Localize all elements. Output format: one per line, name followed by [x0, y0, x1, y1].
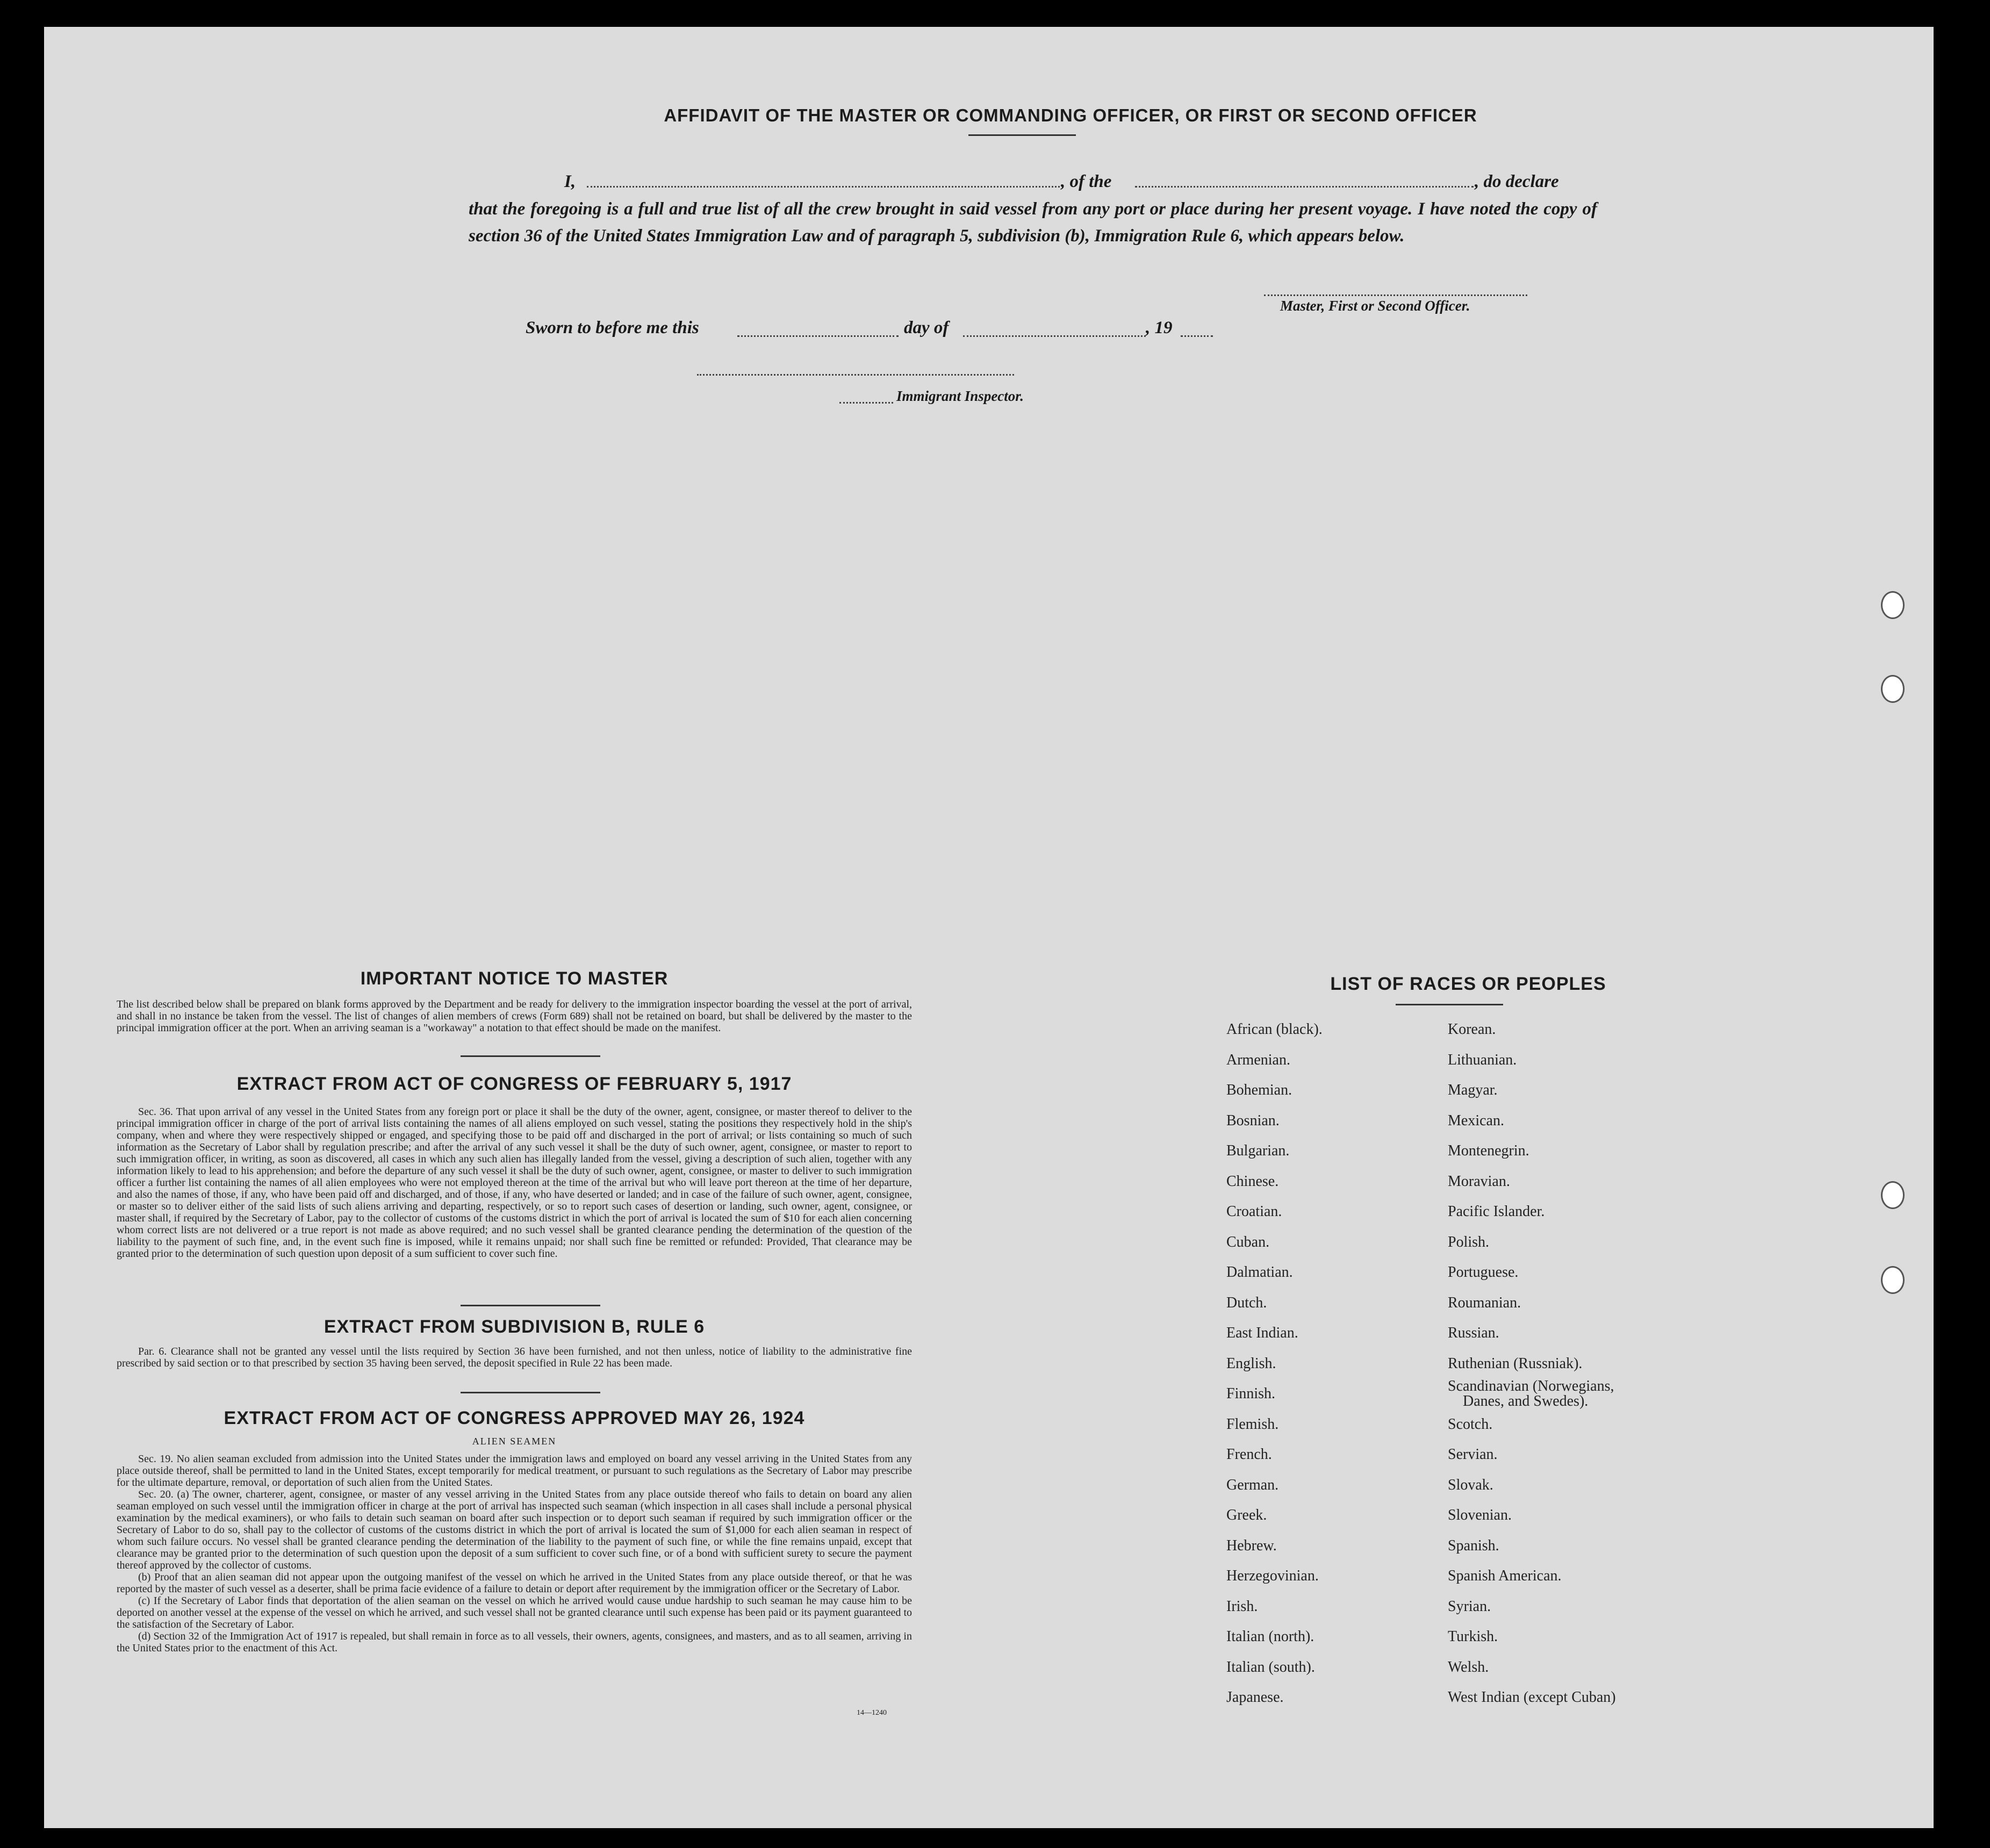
- alien-seamen-subtitle: ALIEN SEAMEN: [472, 1436, 557, 1447]
- signature-caption: Master, First or Second Officer.: [1280, 298, 1470, 314]
- race-item: Bosnian.: [1226, 1112, 1280, 1129]
- races-title-rule: [1396, 1004, 1503, 1005]
- race-item: Croatian.: [1226, 1203, 1282, 1220]
- year-text: , 19: [1146, 318, 1173, 337]
- binder-hole: [1881, 591, 1905, 619]
- extract-rule6-paragraph: Par. 6. Clearance shall not be granted any vessel until the lists required by Section 36 have been furnished, and not then unless, notice of liability to the administrative fine prescribed by said section or to that prescribed by section 35 having been served, the deposit specified in Rule 22 has been made.: [117, 1346, 912, 1369]
- race-item: Spanish American.: [1448, 1567, 1562, 1584]
- binder-hole: [1881, 1266, 1905, 1294]
- races-title: LIST OF RACES OR PEOPLES: [1330, 974, 1606, 994]
- race-item: Slovak.: [1448, 1476, 1493, 1493]
- race-item: Japanese.: [1226, 1689, 1284, 1706]
- race-item: Lithuanian.: [1448, 1051, 1517, 1068]
- race-item: Mexican.: [1448, 1112, 1504, 1129]
- extract-1917-text: [117, 1106, 912, 1260]
- affidavit-title-rule: [968, 134, 1076, 136]
- sworn-text: Sworn to before me this: [526, 318, 699, 337]
- race-item: Dalmatian.: [1226, 1264, 1293, 1281]
- race-item: Turkish.: [1448, 1628, 1498, 1645]
- binder-hole: [1881, 1181, 1905, 1209]
- notice-title: IMPORTANT NOTICE TO MASTER: [360, 968, 669, 989]
- race-item: Spanish.: [1448, 1537, 1499, 1554]
- race-item: African (black).: [1226, 1021, 1323, 1038]
- race-item: Bohemian.: [1226, 1082, 1292, 1098]
- affidavit-do-declare: , do declare: [1475, 172, 1559, 191]
- race-item: West Indian (except Cuban): [1448, 1689, 1616, 1706]
- document-page: [44, 27, 1934, 1828]
- race-item: Chinese.: [1226, 1173, 1279, 1190]
- race-item: East Indian.: [1226, 1325, 1298, 1341]
- race-item: Flemish.: [1226, 1415, 1279, 1433]
- race-item: English.: [1226, 1355, 1276, 1372]
- races-right-column: [1448, 1015, 1616, 1713]
- race-item: Ruthenian (Russniak).: [1448, 1355, 1583, 1372]
- binder-hole: [1881, 675, 1905, 703]
- year-blank[interactable]: [1181, 335, 1213, 337]
- race-item: Moravian.: [1448, 1173, 1510, 1190]
- notice-text: The list described below shall be prepared on blank forms approved by the Department and be ready for delivery to the immigration inspector boarding the vessel at the port of arrival, and shall in no instance be taken from the vessel. The list of changes of alien members of crews (Form 689) shall not be retained on board, but shall be delivered by the master to the principal immigration officer at the port. When an arriving seaman is a "workaway" a notation to that effect should be made on the manifest.: [117, 998, 912, 1034]
- inspector-prefix-blank: [839, 402, 893, 404]
- extract-rule6-text: [117, 1346, 912, 1369]
- extract-rule6-title: EXTRACT FROM SUBDIVISION B, RULE 6: [324, 1317, 705, 1337]
- race-item: Hebrew.: [1226, 1537, 1277, 1554]
- notice-rule: [461, 1055, 600, 1057]
- extract-1917-paragraph: Sec. 36. That upon arrival of any vessel in the United States from any foreign port or place it shall be the duty of the owner, agent, consignee, or master thereof to deliver to the principal immigration officer in charge of the port of arrival lists containing the names of all aliens employed on such vessel, stating the positions they respectively hold in the ship's company, when and where they were respectively shipped or engaged, and specifying those to be paid off and discharged in the port of arrival; or lists containing so much of such information as the Secretary of Labor shall by regulation prescribe; and after the arrival of any such vessel it shall be the duty of such owner, agent, consignee, or master to report to such immigration officer, in writing, as soon as discovered, all cases in which any such alien has illegally landed from the vessel, giving a description of such alien, together with any information likely to lead to his apprehension; and before the departure of any such vessel it shall be the duty of such owner, agent, consignee, or master to deliver to such immigration officer a further list containing the names of all alien employees who were not employed thereon at the time of the arrival but who will leave port thereon at the time of her departure, and also the names of those, if any, who have been paid off and discharged, and of those, if any, who have deserted or landed; and in case of the failure of such owner, agent, consignee, or master so to deliver either of the said lists of such aliens arriving and departing, respectively, or so to report such cases of desertion or landing, such owner, agent, consignee, or master shall, if required by the Secretary of Labor, pay to the collector of customs of the customs district in which the port of arrival is located the sum of $10 for each alien concerning whom correct lists are not delivered or a true report is not made as above required; and no such vessel shall be granted clearance pending the determination of the question of the liability to the payment of such fine, and, in the event such fine is imposed, while it remains unpaid; nor shall such fine be remitted or refunded: Provided, That clearance may be granted prior to the determination of such question upon deposit of a sum sufficient to cover such fine.: [117, 1106, 912, 1260]
- race-item: Portuguese.: [1448, 1264, 1519, 1281]
- inspector-signature-blank[interactable]: [697, 374, 1014, 376]
- race-item: Montenegrin.: [1448, 1142, 1529, 1159]
- races-left-column: [1226, 1015, 1323, 1713]
- extract-1924-title: EXTRACT FROM ACT OF CONGRESS APPROVED MAY 26, 1924: [224, 1408, 805, 1428]
- race-item: Pacific Islander.: [1448, 1203, 1545, 1220]
- race-item: Roumanian.: [1448, 1294, 1521, 1311]
- race-item: Italian (north).: [1226, 1628, 1314, 1645]
- sec-20c-paragraph: (c) If the Secretary of Labor finds that deportation of the alien seaman on the vessel on which he arrived would cause undue hardship to such seaman he may cause him to be deported on another vessel at the expense of the vessel on which he arrived, and such vessel shall not be granted clearance until such expense has been paid or its payment guaranteed to the satisfaction of the Secretary of Labor.: [117, 1595, 912, 1630]
- race-item: Armenian.: [1226, 1051, 1290, 1068]
- race-item: Slovenian.: [1448, 1507, 1512, 1523]
- signature-blank[interactable]: [1264, 294, 1527, 296]
- race-item: Irish.: [1226, 1598, 1258, 1615]
- race-item: Italian (south).: [1226, 1658, 1315, 1676]
- inspector-caption: Immigrant Inspector.: [896, 388, 1024, 404]
- name-blank[interactable]: [587, 186, 1060, 188]
- race-item: Greek.: [1226, 1507, 1267, 1523]
- race-item: Magyar.: [1448, 1082, 1498, 1098]
- affidavit-i: I,: [564, 172, 576, 191]
- sec-19-paragraph: Sec. 19. No alien seaman excluded from admission into the United States under the immigration laws and employed on board any vessel arriving in the United States from any place outside thereof, shall be permitted to land in the United States, except temporarily for medical treatment, or pursuant to such regulations as the Secretary of Labor may prescribe for the ultimate departure, removal, or deportation of such alien from the United States.: [117, 1453, 912, 1489]
- affidavit-body: that the foregoing is a full and true list of all the crew brought in said vessel from any port or place during her present voyage. I have noted the copy of section 36 of the United States Immigration Law and of paragraph 5, subdivision (b), Immigration Rule 6, which appears below.: [469, 199, 1597, 246]
- sec-20d-paragraph: (d) Section 32 of the Immigration Act of 1917 is repealed, but shall remain in force as to all vessels, their owners, agents, consignees, and masters, and as to all seamen, arriving in the United States prior to the enactment of this Act.: [117, 1630, 912, 1654]
- race-item: Finnish.: [1226, 1385, 1276, 1402]
- race-item: Welsh.: [1448, 1658, 1489, 1676]
- race-item: Bulgarian.: [1226, 1142, 1290, 1159]
- race-item: Cuban.: [1226, 1233, 1270, 1250]
- affidavit-title: AFFIDAVIT OF THE MASTER OR COMMANDING OFFICER, OR FIRST OR SECOND OFFICER: [664, 105, 1477, 125]
- race-item: Scotch.: [1448, 1415, 1493, 1433]
- race-item: Korean.: [1448, 1021, 1496, 1038]
- form-number: 14—1240: [857, 1709, 887, 1717]
- extract-1917-title: EXTRACT FROM ACT OF CONGRESS OF FEBRUARY 5, 1917: [236, 1074, 792, 1094]
- race-item: Herzegovinian.: [1226, 1567, 1319, 1584]
- sworn-date-blank[interactable]: [737, 335, 899, 337]
- race-item: Servian.: [1448, 1446, 1498, 1463]
- day-of-text: day of: [904, 318, 949, 337]
- extract-1917-rule: [461, 1305, 600, 1306]
- extract-rule6-rule: [461, 1392, 600, 1393]
- sec-20a-paragraph: Sec. 20. (a) The owner, charterer, agent, consignee, or master of any vessel arriving in the United States from any place outside thereof who fails to detain on board any alien seaman employed on such vessel until the immigration officer in charge at the port of arrival has inspected such seaman (which inspection in all cases shall include a personal physical examination by the medical examiners), or who fails to detain such seaman on board after such inspection or to deport such seaman if required by such immigration officer or the Secretary of Labor to do so, shall pay to the collector of customs of the customs district in which the port of arrival is located the sum of $1,000 for each alien seaman in respect of whom such failure occurs. No vessel shall be granted clearance pending the determination of the liability to the payment of such fine, or while the fine remains unpaid, except that clearance may be granted prior to the determination of such question upon the deposit of a sum sufficient to cover such fine, or of a bond with sufficient surety to secure the payment thereof approved by the collector of customs.: [117, 1489, 912, 1571]
- race-item: German.: [1226, 1476, 1279, 1493]
- vessel-blank[interactable]: [1135, 186, 1474, 188]
- race-item: Russian.: [1448, 1325, 1499, 1341]
- affidavit-of-the: , of the: [1061, 172, 1112, 191]
- race-item: Polish.: [1448, 1233, 1490, 1250]
- race-item: Scandinavian (Norwegians, Danes, and Swedes).: [1448, 1378, 1614, 1410]
- race-item: Dutch.: [1226, 1294, 1267, 1311]
- extract-1924-text: [117, 1453, 912, 1654]
- race-item: Syrian.: [1448, 1598, 1491, 1615]
- sec-20b-paragraph: (b) Proof that an alien seaman did not appear upon the outgoing manifest of the vessel on which he arrived in the United States from any place outside thereof, or that he was reported by the master of such vessel as a deserter, shall be prima facie evidence of a failure to detain or deport after requirement by the immigration officer or the Secretary of Labor.: [117, 1571, 912, 1595]
- race-item: French.: [1226, 1446, 1272, 1463]
- sworn-month-blank[interactable]: [963, 335, 1146, 337]
